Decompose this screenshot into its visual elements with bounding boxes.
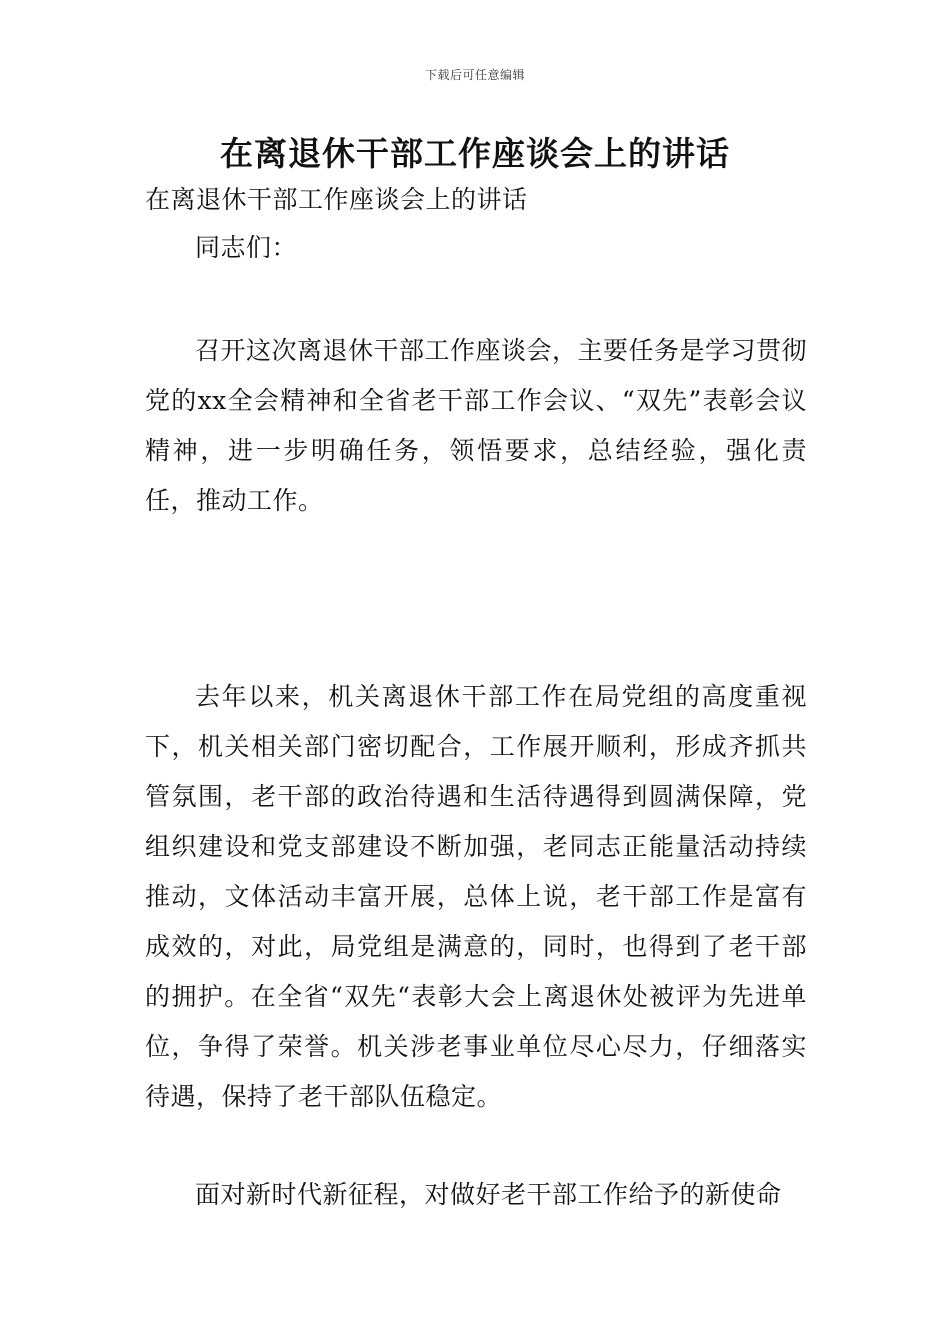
document-title: 在离退休干部工作座谈会上的讲话	[220, 134, 730, 173]
greeting: 同志们：	[195, 233, 298, 262]
paragraph-1: 召开这次离退休干部工作座谈会，主要任务是学习贯彻党的xx全会精神和全省老干部工作会议、“双先”表彰会议精神，进一步明确任务，领悟要求，总结经验，强化责任，推动工作。	[145, 336, 808, 515]
paragraph-2: 去年以来，机关离退休干部工作在局党组的高度重视下，机关相关部门密切配合，工作展开顺利，形成齐抓共管氛围，老干部的政治待遇和生活待遇得到圆满保障，党组织建设和党支部建设不断加强，老同志正能量活动持续推动，文体活动丰富开展，总体上说，老干部工作是富有成效的，对此，局党组是满意的，同时，也得到了老干部的拥护。在全省“双先“表彰大会上离退休处被评为先进单位，争得了荣誉。机关涉老事业单位尽心尽力，仔细落实待遇，保持了老干部队伍稳定。	[145, 682, 807, 1111]
document-subtitle: 在离退休干部工作座谈会上的讲话	[145, 185, 528, 214]
paragraph-3: 面对新时代新征程，对做好老干部工作给予的新使命	[195, 1180, 782, 1209]
header-note: 下载后可任意编辑	[424, 68, 525, 82]
